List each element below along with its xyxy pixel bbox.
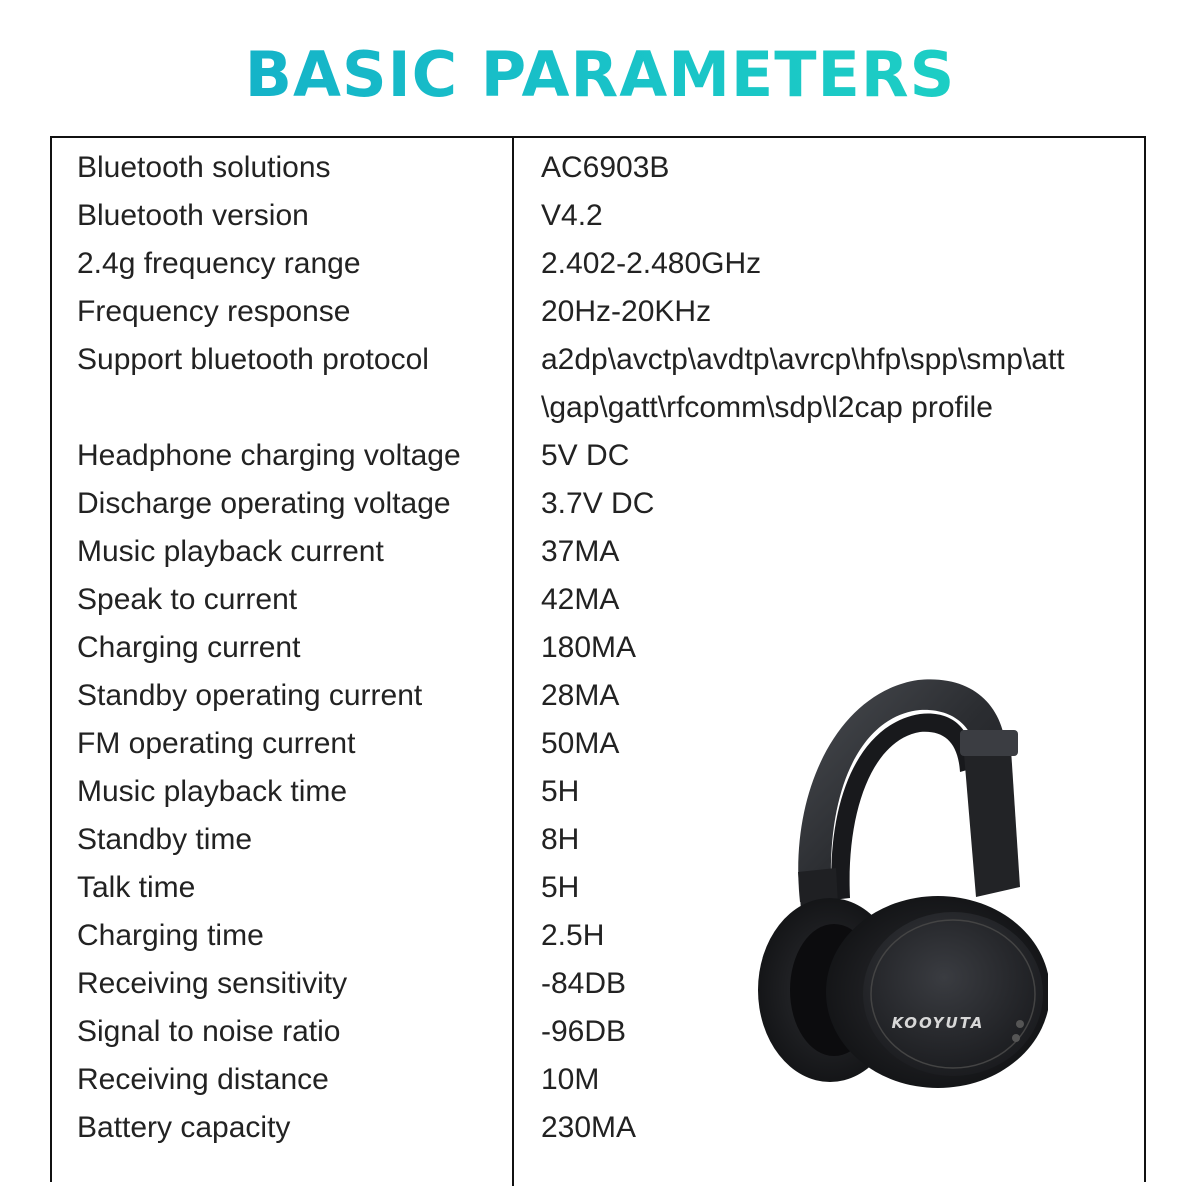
param-value: 3.7V DC [541,487,655,520]
param-label: Talk time [77,871,196,904]
param-label: Speak to current [77,583,298,616]
param-value: 180MA [541,631,637,664]
param-value: 28MA [541,679,620,712]
param-value: 37MA [541,535,620,568]
param-label: Support bluetooth protocol [77,343,429,376]
param-label: Charging current [77,631,301,664]
param-label: Discharge operating voltage [77,487,451,520]
param-label: Charging time [77,919,264,952]
param-value: 230MA [541,1111,637,1144]
param-label: Receiving distance [77,1063,329,1096]
param-value-continued: \gap\gatt\rfcomm\sdp\l2cap profile [541,391,993,424]
param-label: Music playback time [77,775,348,808]
param-label: Bluetooth solutions [77,151,331,184]
param-label: Music playback current [77,535,384,568]
param-value: -96DB [541,1015,627,1048]
param-label: Standby time [77,823,253,856]
page-title: BASIC PARAMETERS [0,38,1200,111]
param-value: 10M [541,1063,600,1096]
param-value: 2.402-2.480GHz [541,247,762,280]
param-label: Frequency response [77,295,351,328]
headphones-icon [748,672,1048,1092]
param-value: AC6903B [541,151,670,184]
param-label: Bluetooth version [77,199,309,232]
column-divider [512,136,514,1186]
param-value: 8H [541,823,580,856]
param-label: Headphone charging voltage [77,439,461,472]
param-value: 50MA [541,727,620,760]
param-value: 5V DC [541,439,630,472]
param-label: 2.4g frequency range [77,247,361,280]
param-value: a2dp\avctp\avdtp\avrcp\hfp\spp\smp\att [541,343,1065,376]
param-label: Receiving sensitivity [77,967,348,1000]
param-value: 42MA [541,583,620,616]
param-label: FM operating current [77,727,356,760]
param-label: Standby operating current [77,679,423,712]
brand-logo: KOOYUTA [891,1014,985,1032]
param-value: V4.2 [541,199,603,232]
param-value: 20Hz-20KHz [541,295,712,328]
param-label: Battery capacity [77,1111,291,1144]
param-value: 2.5H [541,919,605,952]
param-value: -84DB [541,967,627,1000]
param-label: Signal to noise ratio [77,1015,341,1048]
param-value: 5H [541,775,580,808]
param-value: 5H [541,871,580,904]
